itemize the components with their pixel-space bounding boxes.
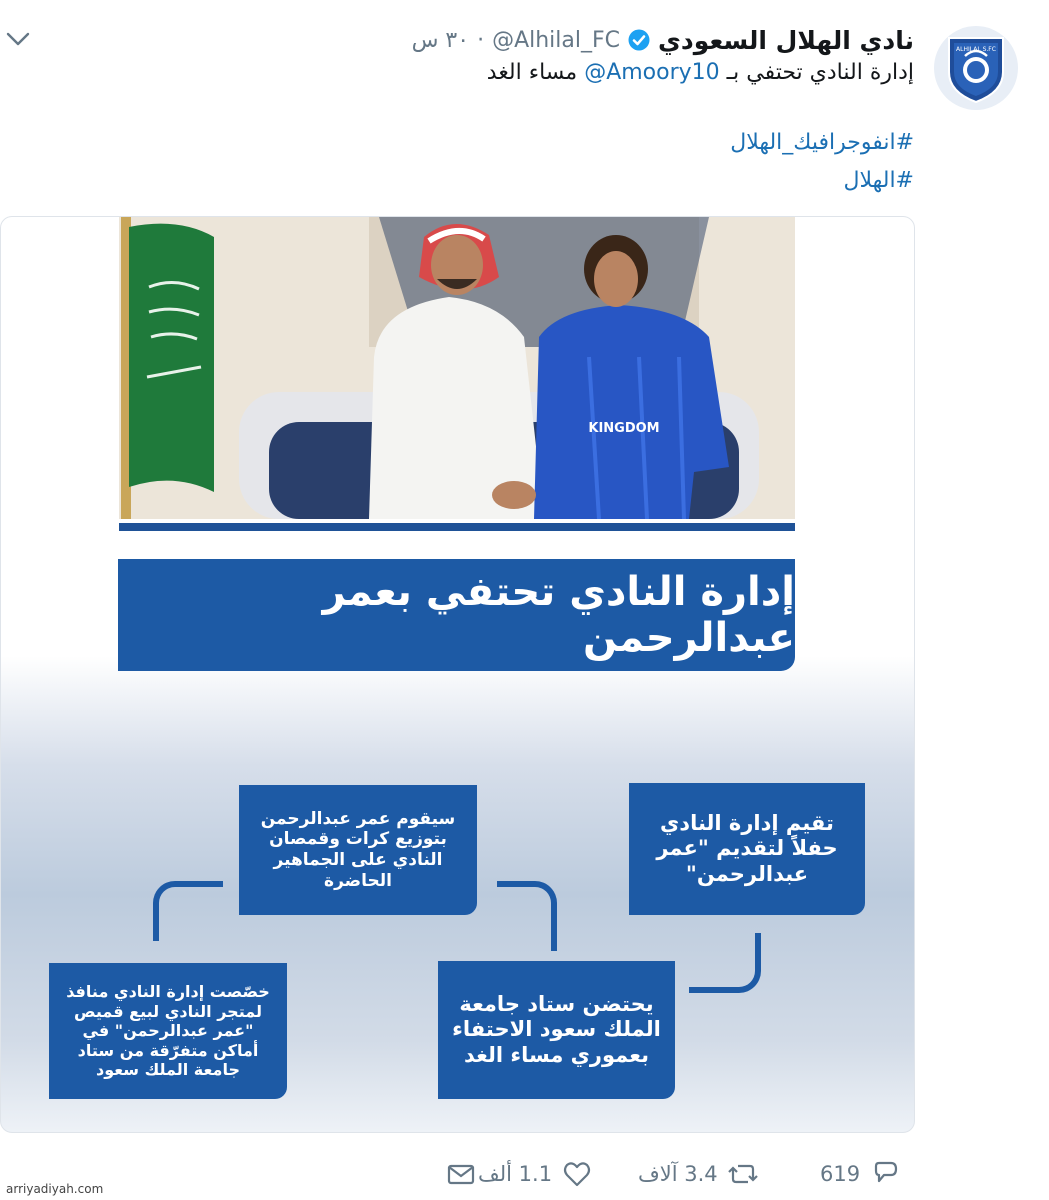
- connector-line: [689, 933, 761, 993]
- info-box-right-bottom: يحتضن ستاد جامعة الملك سعود الاحتفاء بعموري مساء الغد: [438, 961, 675, 1099]
- heart-icon: [562, 1159, 592, 1189]
- hashtag-link[interactable]: #انفوجرافيك_الهلال: [730, 130, 914, 155]
- info-box-left-bottom: خصّصت إدارة النادي منافذ لمتجر النادي لبيع قميص "عمر عبدالرحمن" في أماكن متفرّقة من ستاد جامعة الملك سعود: [49, 963, 287, 1099]
- reply-icon: [870, 1159, 900, 1189]
- retweet-icon: [728, 1159, 758, 1189]
- tweet-text-before: إدارة النادي تحتفي بـ: [726, 60, 914, 85]
- tweet-text: [487, 60, 914, 85]
- direct-message-button[interactable]: [446, 1158, 476, 1190]
- avatar[interactable]: [934, 26, 1018, 110]
- media-card[interactable]: [0, 216, 915, 1133]
- divider-bar: [119, 523, 795, 531]
- reply-button[interactable]: [820, 1158, 900, 1190]
- watermark: arriyadiyah.com: [6, 1182, 104, 1196]
- photo-illustration: [119, 217, 795, 519]
- alhilal-crest-icon: [941, 32, 1011, 104]
- info-box-right-top: تقيم إدارة النادي حفلاً لتقديم "عمر عبدالرحمن": [629, 783, 865, 915]
- tweet-header: [412, 24, 914, 56]
- like-button[interactable]: [478, 1158, 592, 1190]
- kit-sponsor-text: KINGDOM: [588, 421, 660, 436]
- info-box-center-top: سيقوم عمر عبدالرحمن بتوزيع كرات وقمصان النادي على الجماهير الحاضرة: [239, 785, 477, 915]
- tweet-photo[interactable]: [119, 217, 795, 519]
- verified-badge-icon: [628, 29, 650, 51]
- crest-label: ALHILAL S.FC: [956, 46, 996, 53]
- infographic-title: إدارة النادي تحتفي بعمر عبدالرحمن: [118, 559, 795, 671]
- tweet-text-after: مساء الغد: [486, 60, 578, 85]
- hashtag-link[interactable]: #الهلال: [843, 168, 914, 193]
- reply-count: 619: [820, 1162, 861, 1186]
- mention-link[interactable]: @Amoory10: [584, 60, 720, 85]
- retweet-button[interactable]: [638, 1158, 758, 1190]
- chevron-down-icon[interactable]: [5, 30, 31, 48]
- envelope-icon: [446, 1159, 476, 1189]
- connector-line: [497, 881, 557, 951]
- display-name[interactable]: نادي الهلال السعودي: [658, 25, 914, 55]
- like-count: 1.1 ألف: [478, 1162, 553, 1186]
- separator-dot: ·: [477, 27, 485, 53]
- retweet-count: 3.4 آلاف: [638, 1162, 718, 1186]
- user-handle[interactable]: @Alhilal_FC: [492, 27, 621, 53]
- connector-line: [153, 881, 223, 941]
- tweet-timestamp[interactable]: ٣٠ س: [411, 27, 470, 53]
